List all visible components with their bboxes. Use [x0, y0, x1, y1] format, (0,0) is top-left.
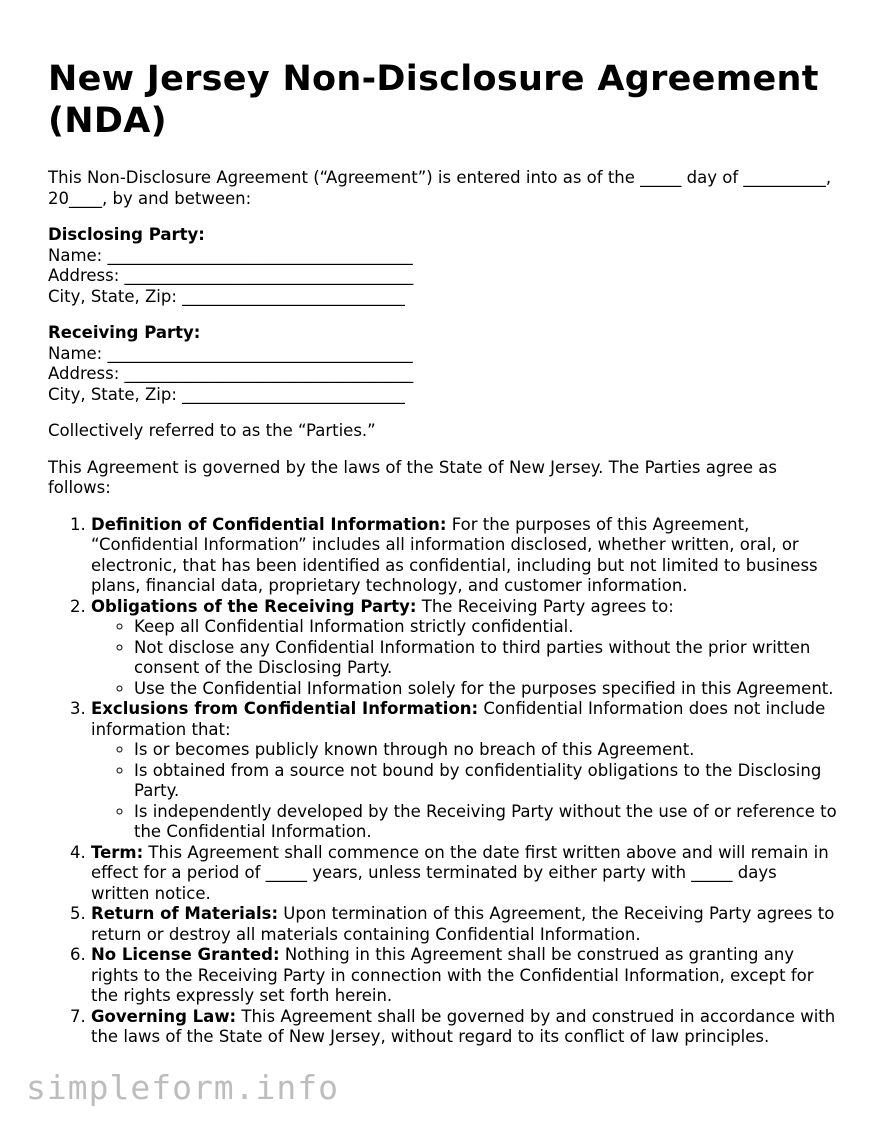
list-item: ◦ Is or becomes publicly known through no breach of this Agreement. [134, 740, 838, 761]
sub-list [91, 617, 838, 699]
intro-paragraph: This Non-Disclosure Agreement (“Agreement”) is entered into as of the _____ day of __________, 20____, by and between: [48, 168, 832, 208]
section-text: This Agreement shall commence on the date first written above and will remain in effect for a period of _____ years, unless terminated by either party with _____ days written notice. [91, 842, 829, 903]
section-heading: Return of Materials: [91, 904, 279, 923]
section-item [91, 1007, 838, 1048]
section-item [91, 945, 838, 1007]
section-text: Nothing in this Agreement shall be construed as granting any rights to the Receiving Party in connection with the Confidential Information, except for the rights expressly set forth herein. [91, 945, 814, 1005]
collective-paragraph: Collectively referred to as the “Parties.” [48, 421, 376, 440]
section-text: Upon termination of this Agreement, the Receiving Party agrees to return or destroy all materials containing Confidential Information. [91, 904, 835, 944]
section-heading: Governing Law: [91, 1006, 237, 1026]
section-text: The Receiving Party agrees to: [416, 596, 674, 616]
watermark: simpleform.info [26, 1068, 340, 1107]
receiving-name-line: Name: _____________________________________ [48, 343, 413, 363]
disclosing-name-line: Name: _____________________________________ [48, 245, 413, 265]
sub-list [91, 740, 838, 843]
section-heading: Term: [91, 842, 144, 862]
section-text: Confidential Information does not include information that: [91, 699, 826, 739]
list-item: ◦ Keep all Confidential Information strictly confidential. [134, 617, 838, 638]
section-item [91, 904, 838, 945]
sections-list [48, 515, 838, 1048]
governed-paragraph: This Agreement is governed by the laws of the State of New Jersey. The Parties agree as follows: [48, 457, 777, 497]
list-item: ◦ Is obtained from a source not bound by confidentiality obligations to the Disclosing Party. [134, 761, 838, 802]
document-title: New Jersey Non-Disclosure Agreement (NDA) [48, 59, 819, 141]
section-heading: Definition of Confidential Information: [91, 514, 447, 534]
section-item [91, 699, 838, 843]
section-item [91, 515, 838, 597]
section-heading: Exclusions from Confidential Information: [91, 699, 479, 718]
receiving-party-label: Receiving Party: [48, 323, 201, 342]
document-page [48, 58, 838, 1048]
receiving-city-line: City, State, Zip: ___________________________ [48, 384, 405, 404]
disclosing-city-line: City, State, Zip: ___________________________ [48, 286, 405, 306]
section-heading: No License Granted: [91, 945, 280, 964]
receiving-address-line: Address: ___________________________________ [48, 364, 414, 383]
list-item: ◦ Is independently developed by the Receiving Party without the use of or reference to the Confidential Information. [134, 802, 838, 843]
disclosing-party-block [48, 225, 838, 307]
list-item: ◦ Use the Confidential Information solely for the purposes specified in this Agreement. [134, 679, 838, 700]
section-text: This Agreement shall be governed by and construed in accordance with the laws of the State of New Jersey, without regard to its conflict of law principles. [91, 1006, 836, 1046]
disclosing-address-line: Address: ___________________________________ [48, 266, 414, 285]
list-item: ◦ Not disclose any Confidential Information to third parties without the prior written consent of the Disclosing Party. [134, 638, 838, 679]
section-heading: Obligations of the Receiving Party: [91, 596, 417, 616]
section-item [91, 597, 838, 700]
disclosing-party-label: Disclosing Party: [48, 225, 205, 244]
receiving-party-block [48, 323, 838, 405]
section-text: For the purposes of this Agreement, “Confidential Information” includes all information disclosed, whether written, oral, or electronic, that has been identified as confidential, including but not limited to business plans, financial data, proprietary technology, and customer information. [91, 514, 818, 595]
section-item [91, 843, 838, 905]
